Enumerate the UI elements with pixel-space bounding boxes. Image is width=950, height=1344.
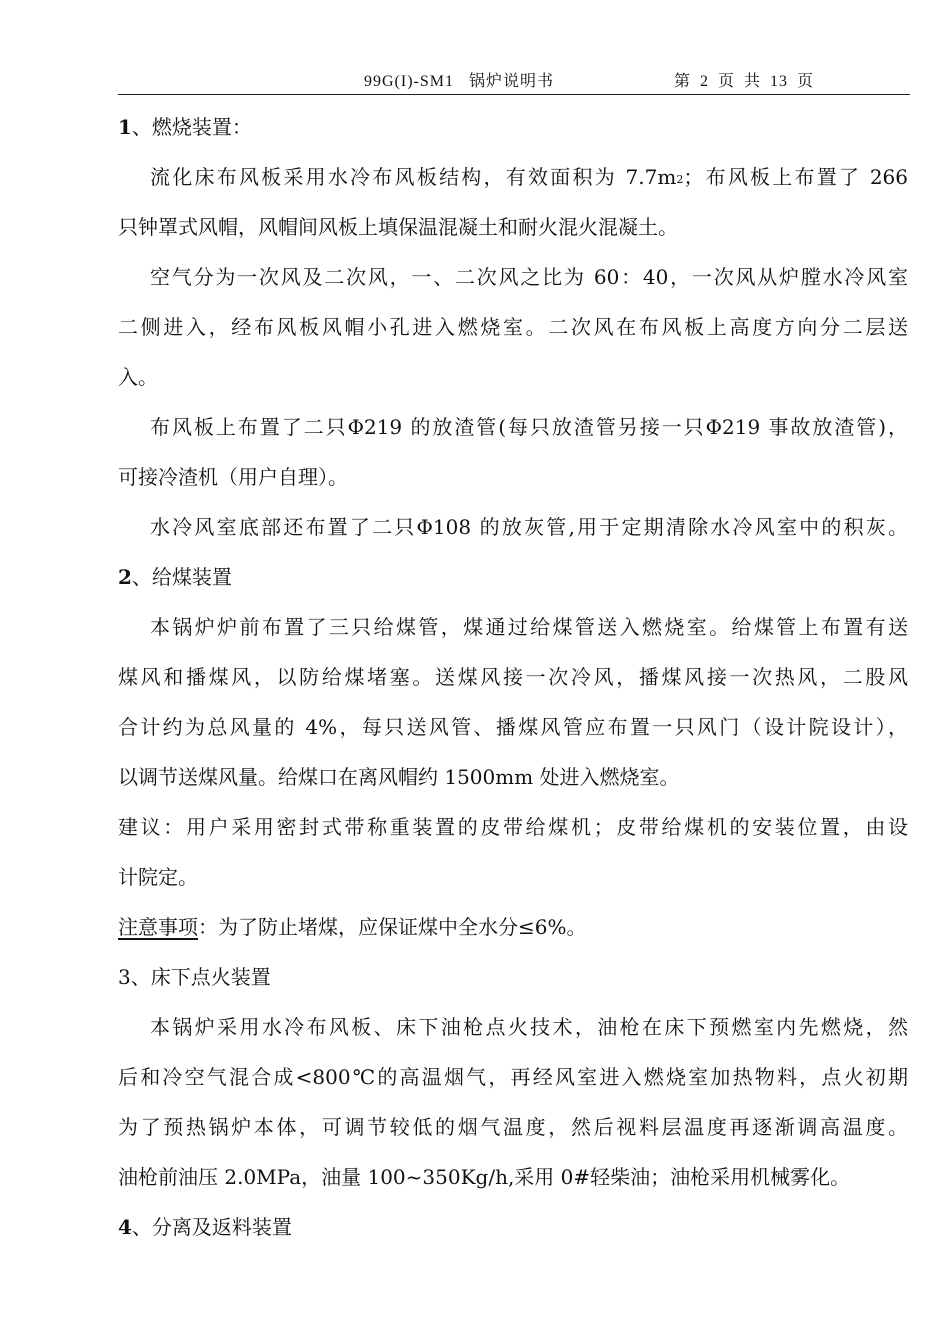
section-4-number: 4 xyxy=(118,1215,132,1239)
paragraph-line: 可接冷渣机（用户自理）。 xyxy=(118,465,348,489)
paragraph-line: 煤风和播煤风，以防给煤堵塞。送煤风接一次冷风，播煤风接一次热风，二股风 xyxy=(118,665,908,689)
paragraph-line: 为了预热锅炉本体，可调节较低的烟气温度，然后视料层温度再逐渐调高温度。 xyxy=(118,1115,908,1139)
paragraph-line: 后和冷空气混合成<800℃的高温烟气，再经风室进入燃烧室加热物料，点火初期 xyxy=(118,1065,908,1089)
paragraph-line: 合计约为总风量的 4%，每只送风管、播煤风管应布置一只风门（设计院设计）， xyxy=(118,715,908,739)
document-body xyxy=(118,102,908,1252)
paragraph-line: 二侧进入，经布风板风帽小孔进入燃烧室。二次风在布风板上高度方向分二层送 xyxy=(118,315,908,339)
section-1-heading xyxy=(118,102,908,152)
superscript: 2 xyxy=(676,173,684,186)
text-span: ；布风板上布置了 266 xyxy=(683,165,908,189)
page-number: 第 2 页 共 13 页 xyxy=(674,73,815,90)
paragraph-line: 本锅炉采用水冷布风板、床下油枪点火技术，油枪在床下预燃室内先燃烧，然 xyxy=(150,1015,908,1039)
paragraph-line: 入。 xyxy=(118,365,158,389)
section-1-number: 1 xyxy=(118,115,132,139)
paragraph-line: 以调节送煤风量。给煤口在离风帽约 1500mm 处进入燃烧室。 xyxy=(118,765,680,789)
doc-title: 锅炉说明书 xyxy=(469,73,555,90)
paragraph-line xyxy=(118,152,908,202)
section-3-heading: 3、床下点火装置 xyxy=(118,965,271,989)
page-header xyxy=(118,66,908,96)
paragraph-line: 本锅炉炉前布置了三只给煤管，煤通过给煤管送入燃烧室。给煤管上布置有送 xyxy=(150,615,908,639)
header-divider xyxy=(118,94,910,95)
paragraph-line: 布风板上布置了二只Φ219 的放渣管(每只放渣管另接一只Φ219 事故放渣管)， xyxy=(150,415,908,439)
doc-header-title xyxy=(364,68,554,91)
section-2-heading xyxy=(118,552,908,602)
paragraph-line: 计院定。 xyxy=(118,865,198,889)
note-line xyxy=(118,902,908,952)
section-2-number: 2 xyxy=(118,565,132,589)
paragraph-line: 油枪前油压 2.0MPa，油量 100~350Kg/h,采用 0#轻柴油；油枪采用机械雾化。 xyxy=(118,1165,851,1189)
doc-code: 99G(I)-SM1 xyxy=(364,73,454,90)
note-text: ：为了防止堵煤，应保证煤中全水分≤6%。 xyxy=(198,915,587,939)
note-label: 注意事项 xyxy=(118,915,198,939)
paragraph-line: 空气分为一次风及二次风，一、二次风之比为 60：40，一次风从炉膛水冷风室 xyxy=(150,265,908,289)
section-4-heading xyxy=(118,1202,908,1252)
section-1-title: 、燃烧装置： xyxy=(131,115,252,139)
section-4-title: 、分离及返料装置 xyxy=(131,1215,292,1239)
paragraph-line: 建议：用户采用密封式带称重装置的皮带给煤机；皮带给煤机的安装位置，由设 xyxy=(118,815,908,839)
text-span: 流化床布风板采用水冷布风板结构，有效面积为 7.7m xyxy=(150,165,677,189)
paragraph-line: 只钟罩式风帽，风帽间风板上填保温混凝土和耐火混火混凝土。 xyxy=(118,215,678,239)
section-2-title: 、给煤装置 xyxy=(131,565,232,589)
paragraph-line: 水冷风室底部还布置了二只Φ108 的放灰管,用于定期清除水冷风室中的积灰。 xyxy=(150,515,908,539)
